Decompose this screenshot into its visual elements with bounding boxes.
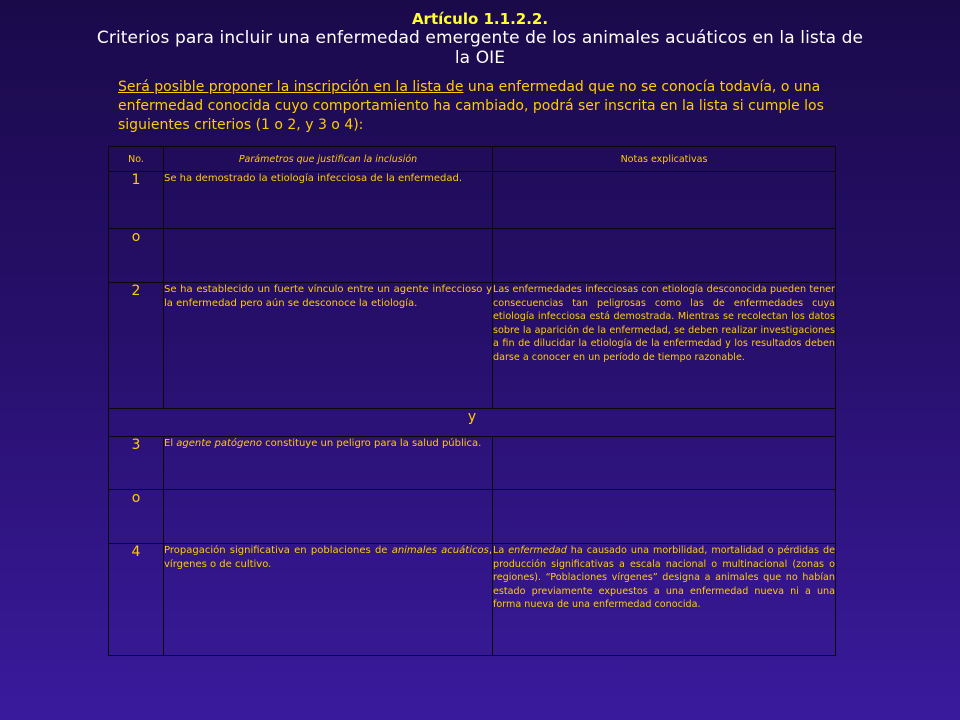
connector-or: o [109,229,164,283]
criterion-note: Las enfermedades infecciosas con etiología desconocida pueden tener consecuencias tan peligrosas como las de enfermedades cuya etiología infecciosa está demostrada. Mientras se recolectan los datos sobre la aparición de la enfermedad, se deben realizar investigaciones a fin de dilucidar la etiología de la enfermedad y los resultados deben darse a conocer en un período de tiempo razonable. [493,283,836,409]
header-no: No. [109,147,164,172]
header-params: Parámetros que justifican la inclusión [164,147,493,172]
criterion-note: La enfermedad ha causado una morbilidad, mortalidad o pérdidas de producción significativas a escala nacional o multinacional (zonas o regiones). “Poblaciones vírgenes” designa a animales que no habían estado previamente expuestos a una enfermedad nueva ni a una forma nueva de una enfermedad conocida. [493,544,836,656]
article-number: Artículo 1.1.2.2. [411,10,549,28]
criterion-parameter: Propagación significativa en poblaciones de animales acuáticos, vírgenes o de cultivo. [164,544,493,656]
empty-cell [164,229,493,283]
criterion-number: 4 [109,544,164,656]
table-row [109,544,836,656]
connector-or: o [109,490,164,544]
intro-underlined: Será posible proponer la inscripción en la lista de [118,79,464,95]
criteria-table [108,146,836,656]
table-header-row [109,147,836,172]
empty-cell [164,490,493,544]
criterion-number: 3 [109,437,164,490]
table-row [109,437,836,490]
table-row [109,172,836,229]
slide-header [0,10,960,68]
table-row [109,490,836,544]
table-row [109,283,836,409]
table-row [109,409,836,437]
criterion-parameter: El agente patógeno constituye un peligro para la salud pública. [164,437,493,490]
empty-cell [493,229,836,283]
header-notes: Notas explicativas [493,147,836,172]
criterion-parameter: Se ha establecido un fuerte vínculo entre un agente infeccioso y la enfermedad pero aún se desconoce la etiología. [164,283,493,409]
criterion-note [493,172,836,229]
connector-and: y [109,409,836,437]
criterion-number: 2 [109,283,164,409]
table-row [109,229,836,283]
intro-paragraph [118,78,858,135]
slide-title: Criterios para incluir una enfermedad emergente de los animales acuáticos en la lista de la OIE [96,28,864,68]
empty-cell [493,490,836,544]
criterion-parameter: Se ha demostrado la etiología infecciosa de la enfermedad. [164,172,493,229]
criterion-note [493,437,836,490]
criterion-number: 1 [109,172,164,229]
intro-rest: una enfermedad que no se conocía todavía, o una enfermedad conocida cuyo comportamiento ha cambiado, podrá ser inscrita en la lista si cumple los siguientes criterios (1 o 2, y 3 o 4): [118,79,824,133]
